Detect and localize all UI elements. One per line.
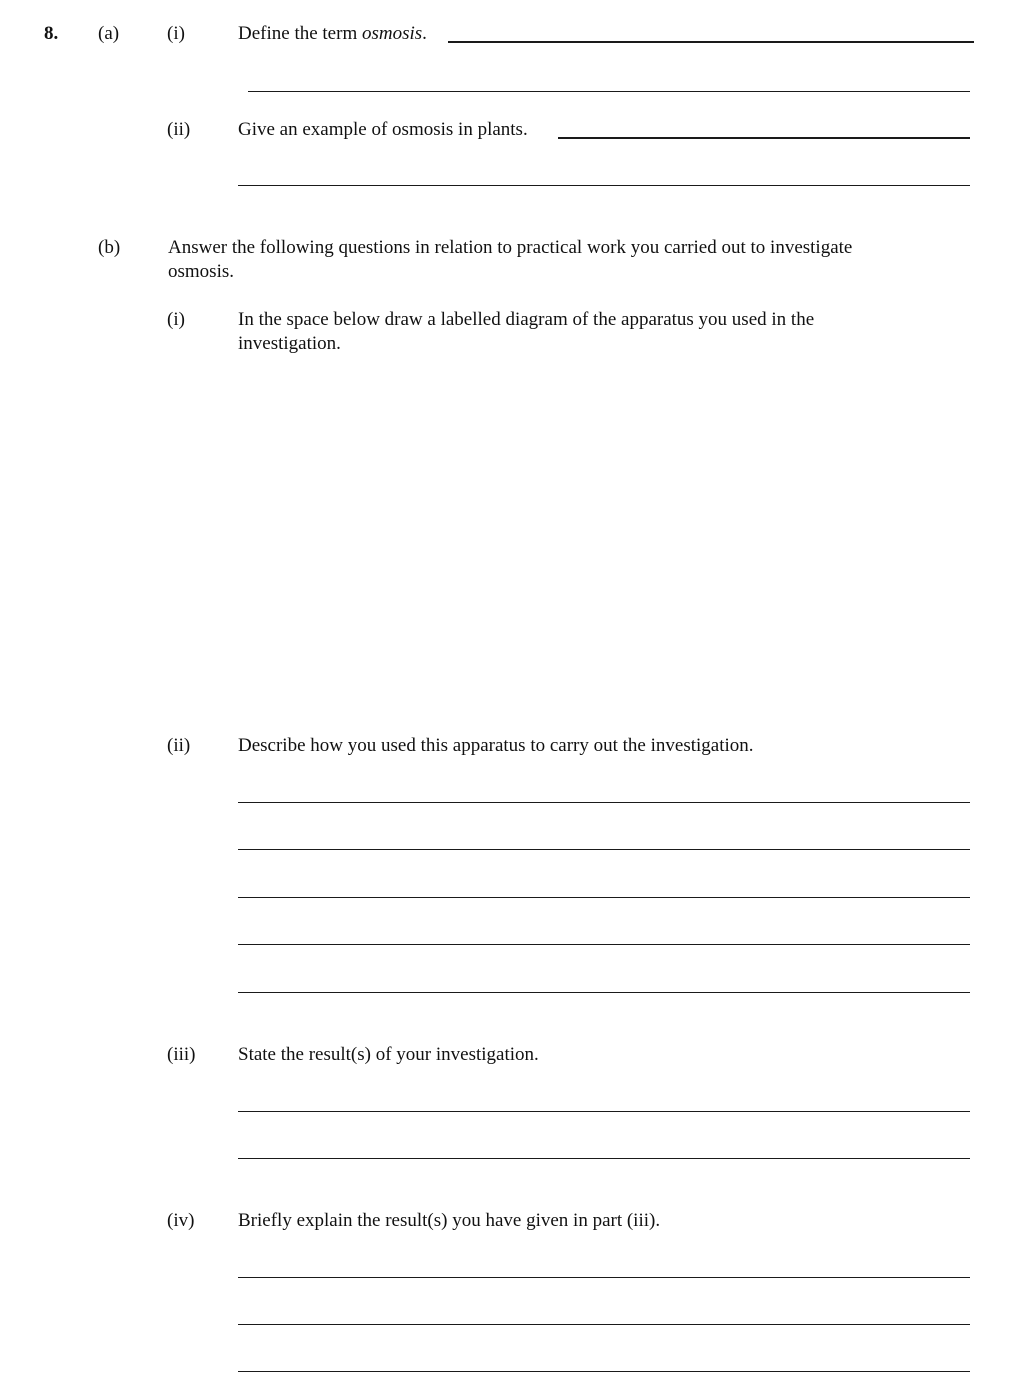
part-b-i-label: (i) (167, 309, 185, 330)
answer-line-b-iii-1[interactable] (238, 1111, 970, 1112)
part-b-label: (b) (98, 237, 121, 258)
answer-line-b-ii-1[interactable] (238, 802, 970, 803)
answer-line-b-iv-3[interactable] (238, 1371, 970, 1372)
part-b-i-line1: In the space below draw a labelled diagram of the apparatus you used in the (238, 309, 815, 330)
part-b-iii-label: (iii) (167, 1044, 196, 1065)
part-a-i-prompt (238, 22, 427, 46)
part-a-ii-label: (ii) (167, 119, 191, 140)
question-number: 8. (44, 23, 59, 44)
answer-line-b-iii-2[interactable] (238, 1158, 970, 1159)
part-b-iv-label: (iv) (167, 1210, 195, 1231)
part-b-intro-line2: osmosis. (168, 261, 234, 282)
part-b-ii-label: (ii) (167, 735, 191, 756)
answer-line-b-ii-3[interactable] (238, 897, 970, 898)
answer-line-a-i-2[interactable] (248, 91, 970, 92)
answer-line-b-ii-5[interactable] (238, 992, 970, 993)
part-b-intro-line1: Answer the following questions in relation to practical work you carried out to investigate (168, 237, 853, 258)
prompt-prefix: Define the term (238, 23, 362, 44)
prompt-suffix: . (422, 23, 427, 44)
part-a-i-label: (i) (167, 23, 185, 44)
diagram-drawing-area[interactable] (238, 370, 970, 710)
answer-line-a-ii-2[interactable] (238, 185, 970, 186)
answer-line-b-ii-4[interactable] (238, 944, 970, 945)
answer-line-a-i-1[interactable] (448, 41, 974, 43)
prompt-term: osmosis (361, 23, 423, 44)
answer-line-b-iv-2[interactable] (238, 1324, 970, 1325)
answer-line-a-ii-1[interactable] (558, 137, 970, 139)
answer-line-b-iv-1[interactable] (238, 1277, 970, 1278)
part-a-label: (a) (98, 23, 120, 44)
part-a-ii-prompt: Give an example of osmosis in plants. (238, 119, 528, 140)
part-b-iii-prompt: State the result(s) of your investigation. (238, 1044, 539, 1065)
part-b-i-line2: investigation. (238, 333, 341, 354)
part-b-iv-prompt: Briefly explain the result(s) you have given in part (iii). (238, 1210, 661, 1231)
answer-line-b-ii-2[interactable] (238, 849, 970, 850)
part-b-ii-prompt: Describe how you used this apparatus to carry out the investigation. (238, 735, 754, 756)
